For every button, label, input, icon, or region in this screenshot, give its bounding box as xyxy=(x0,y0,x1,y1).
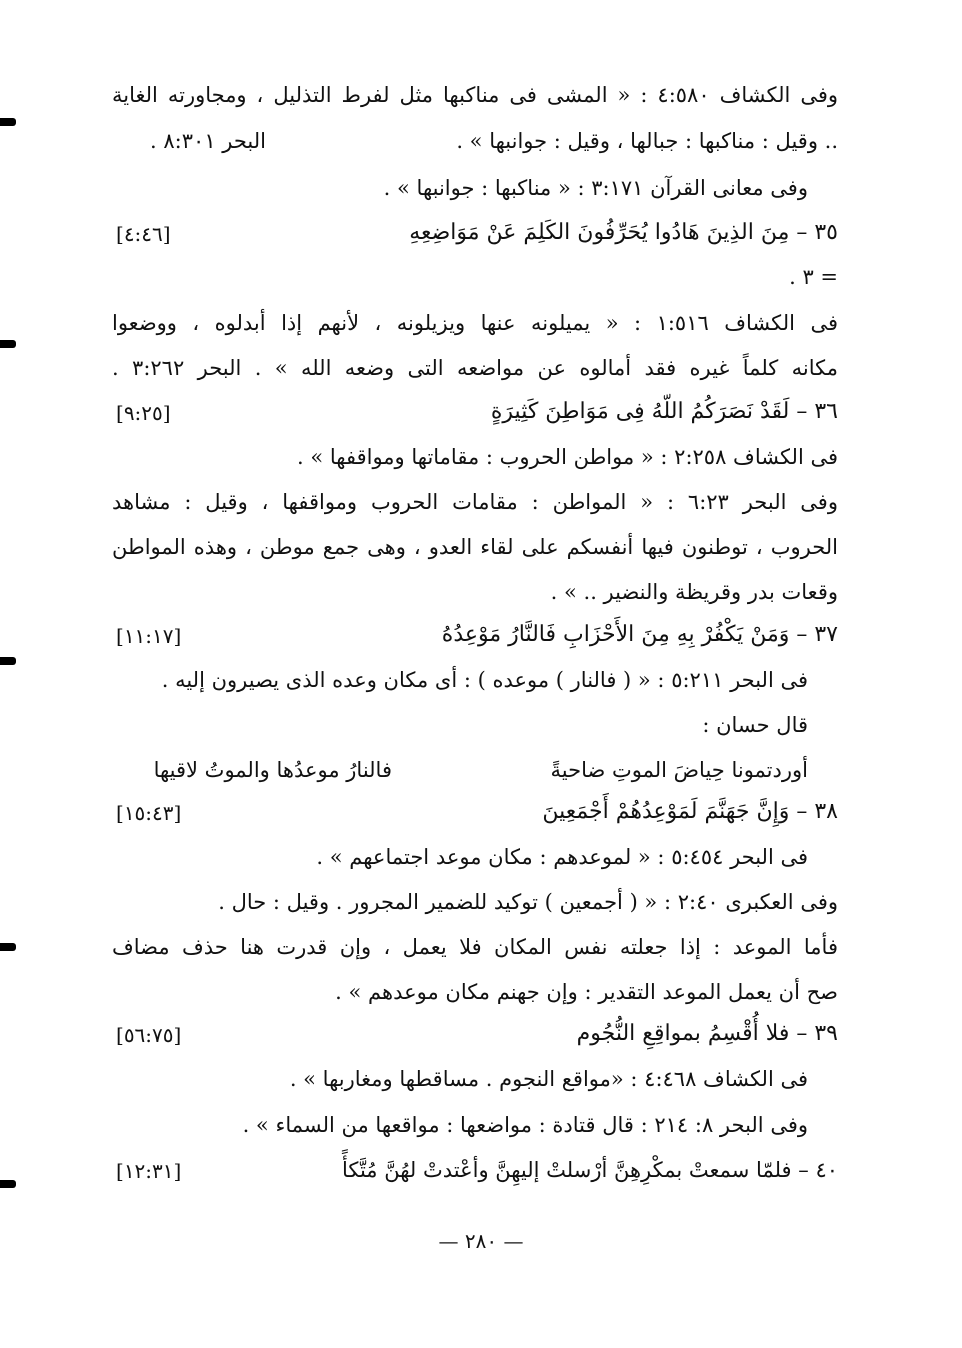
page-number: — ٢٨٠ — xyxy=(438,1229,524,1253)
text-line: وفى العكبرى ٢:٤٠ : « ( أجمعين ) توكيد للضمير المجرور . وقيل : حال . xyxy=(218,890,838,914)
reference-text: البحر ٨:٣٠١ . xyxy=(150,129,266,153)
verse-36: ٣٦ – لَقَدْ نَصَرَكُمُ اللّهُ فِى مَوَاطِنَ كَثِيرَةٍ xyxy=(490,399,838,424)
text-line: الحروب ، توطنون فيها أنفسكم على لقاء العدو ، وهى جمع موطن ، وهذه المواطن xyxy=(112,535,838,559)
binding-mark xyxy=(0,943,16,951)
verse-38: ٣٨ – وَإِنَّ جَهَنَّمَ لَمَوْعِدُهُمْ أَجْمَعِينَ xyxy=(542,799,838,824)
text-line: مكانه كلماً غيره فقد أمالوه عن مواضعه التى وضعه الله » . البحر ٣:٢٦٢ . xyxy=(112,356,838,380)
text-line: وفى البحر ٦:٢٣ : « المواطن : مقامات الحروب ومواقفها ، وقيل : مشاهد xyxy=(112,490,838,514)
text-line: فى الكشاف ٢:٢٥٨ : « مواطن الحروب : مقاماتها ومواقفها » . xyxy=(297,445,838,469)
text-line: وقعات بدر وقريظة والنضير .. » . xyxy=(550,580,838,604)
verse-39: ٣٩ – فلا أُقْسِمُ بمواقِعِ النُّجُوم xyxy=(576,1021,838,1046)
text-line: فى البحر ٥:٤٥٤ : « لموعدهم : مكان موعد اجتماعهم » . xyxy=(316,845,808,869)
text-line: فأما الموعد : إذا جعلته نفس المكان فلا يعمل ، وإن قدرت هنا حذف مضاف xyxy=(112,935,838,959)
poem-hemistich-first: أوردتمونا حِياضَ الموتِ ضاحيةً xyxy=(550,758,808,782)
verse-reference: [٩:٢٥] xyxy=(116,401,171,425)
verse-reference: [١٢:٣١] xyxy=(116,1159,182,1183)
binding-mark xyxy=(0,657,16,665)
text-line: .. وقيل : مناكبها : جبالها ، وقيل : جوانبها » . xyxy=(456,129,838,153)
text-line: = ٣ . xyxy=(789,265,838,289)
binding-mark xyxy=(0,1180,16,1188)
text-line: فى الكشاف ١:٥١٦ : « يميلونه عنها ويزيلونه ، لأنهم إذا أبدلوه ، ووضعوا xyxy=(112,311,839,335)
poem-hemistich-second: فالنارُ موعدُها والموتُ لاقيها xyxy=(153,758,392,782)
text-line: قال حسان : xyxy=(702,713,808,737)
verse-40: ٤٠ – فلمّا سمعتْ بمكْرِهِنَّ أرْسلتْ إليهِنَّ وأعْتدتْ لهُنَّ مُتَّكأً xyxy=(341,1158,838,1182)
verse-reference: [١١:١٧] xyxy=(116,624,182,648)
text-line: وفى البحر ٨: ٢١٤ : قال قتادة : مواضعها : مواقعها من السماء » . xyxy=(242,1113,808,1137)
verse-reference: [٥٦:٧٥] xyxy=(116,1023,182,1047)
binding-mark xyxy=(0,340,16,348)
text-line: وفى الكشاف ٤:٥٨٠ : « المشى فى مناكبها مثل لفرط التذليل ، ومجاورته الغاية xyxy=(112,83,839,107)
verse-reference: [١٥:٤٣] xyxy=(116,801,182,825)
text-line: فى البحر ٥:٢١١ : « ( فالنار ) موعده ) : أى مكان وعده الذى يصيرون إليه . xyxy=(161,668,808,692)
verse-reference: [٤:٤٦] xyxy=(116,222,171,246)
verse-35: ٣٥ – مِنَ الذِينَ هَادُوا يُحَرِّفُونَ الكَلِمَ عَنْ مَوَاضِعِهِ xyxy=(409,220,838,245)
verse-37: ٣٧ – وَمَنْ يَكْفُرْ بِهِ مِنَ الأَحْزَابِ فَالنَّارُ مَوْعِدُهُ xyxy=(441,622,838,647)
text-line: فى الكشاف ٤:٤٦٨ : «مواقع النجوم . مساقطها ومغاربها » . xyxy=(289,1067,808,1091)
text-line: وفى معانى القرآن ٣:١٧١ : « مناكبها : جوانبها » . xyxy=(383,176,808,200)
text-line: صح أن يعمل الموعد التقدير : وإن جهنم مكان موعدهم » . xyxy=(335,980,838,1004)
binding-mark xyxy=(0,118,16,126)
